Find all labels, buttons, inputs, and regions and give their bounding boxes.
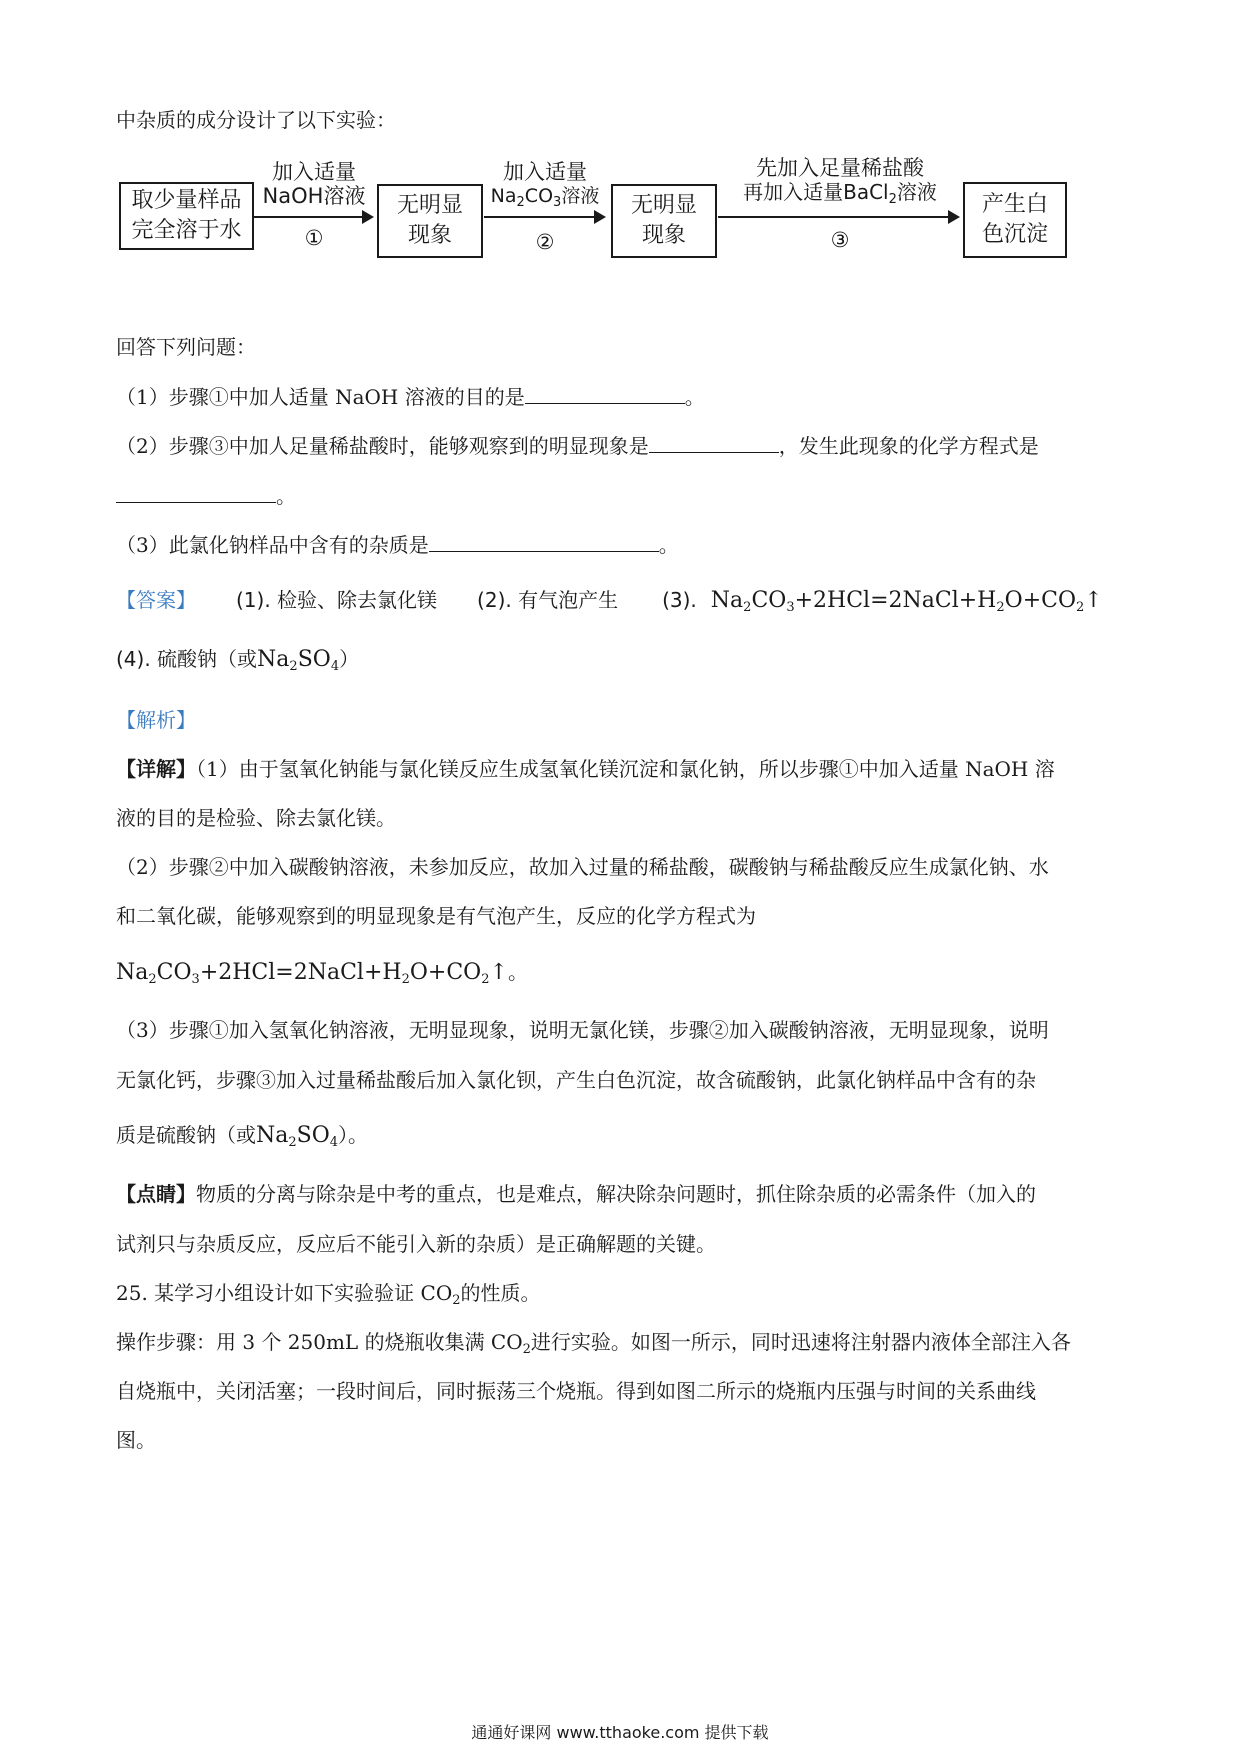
detail-line-1 — [116, 755, 1055, 783]
q25-line-1: 25. 某学习小组设计如下实验验证 $CO_2$的性质。 — [116, 1281, 541, 1308]
flow-box-text: 色沉淀 — [981, 222, 1048, 247]
detail-line-7: 无氯化钙，步骤③加入过量稀盐酸后加入氯化钡，产生白色沉淀，故含硫酸钠，此氯化钠样品中含有的杂 — [116, 1068, 1036, 1092]
detail-text: 质是硫酸钠（或 — [116, 1123, 256, 1147]
intro-text: 中杂质的成分设计了以下实验： — [116, 108, 396, 132]
step2-line2: $Na_2CO_3$溶液 — [490, 185, 600, 210]
question-3-text: （3）此氯化钠样品中含有的杂质是 — [116, 533, 429, 557]
step1-number: ① — [304, 226, 324, 250]
detail-line-8 — [116, 1121, 368, 1150]
detail-line-4: 和二氧化碳，能够观察到的明显现象是有气泡产生，反应的化学方程式为 — [116, 904, 756, 928]
detail-line-2: 液的目的是检验、除去氯化镁。 — [116, 806, 396, 830]
answer-4-formula: $Na_2SO_4$ — [257, 647, 340, 674]
answer-3-equation: $Na_2CO_3+2HCl=2NaCl+H_2O+CO_2↑$ — [710, 588, 1103, 615]
answer-blank — [429, 531, 659, 552]
flow-box-text: 现象 — [407, 223, 452, 248]
answer-blank — [649, 432, 779, 453]
step1-line2: NaOH溶液 — [262, 184, 366, 208]
comment-line-2: 试剂只与杂质反应，反应后不能引入新的杂质）是正确解题的关键。 — [116, 1232, 716, 1256]
step3-arrow — [718, 216, 958, 218]
question-1-text: （1）步骤①中加人适量 NaOH 溶液的目的是 — [116, 385, 525, 409]
q25-line-3: 自烧瓶中，关闭活塞；一段时间后，同时振荡三个烧瓶。得到如图二所示的烧瓶内压强与时间的关系曲线 — [116, 1379, 1036, 1403]
answer-2: (2). 有气泡产生 — [477, 588, 619, 612]
question-2-end: 。 — [276, 484, 296, 508]
flow-box-text: 产生白 — [981, 192, 1048, 217]
step3-number: ③ — [830, 228, 850, 252]
comment-text: 物质的分离与除杂是中考的重点，也是难点，解决除杂问题时，抓住除杂质的必需条件（加入的 — [196, 1182, 1036, 1206]
flow-box-text: 取少量样品 — [131, 188, 242, 213]
flow-box-sample — [119, 182, 254, 250]
q25-line-2: 操作步骤：用 3 个 250mL 的烧瓶收集满 $CO_2$进行实验。如图一所示，同时迅速将注射器内液体全部注入各 — [116, 1330, 1071, 1357]
question-3-end: 。 — [658, 533, 679, 557]
step1-line1: 加入适量 — [272, 160, 356, 184]
detail-equation — [116, 958, 528, 987]
flow-box-no-change-1 — [377, 184, 483, 258]
detail-line-6: （3）步骤①加入氢氧化钠溶液，无明显现象，说明无氯化镁，步骤②加入碳酸钠溶液，无明显现象，说明 — [116, 1018, 1049, 1042]
flow-box-white-precipitate — [963, 182, 1067, 258]
question-2-text: （2）步骤③中加人足量稀盐酸时，能够观察到的明显现象是 — [116, 434, 649, 458]
question-3 — [116, 531, 679, 559]
comment-line-1 — [116, 1180, 1036, 1208]
flow-box-no-change-2 — [611, 184, 717, 258]
step1-arrow — [254, 216, 372, 218]
detail-text: （1）由于氢氧化钠能与氯化镁反应生成氢氧化镁沉淀和氯化钠，所以步骤①中加入适量 NaOH 溶 — [196, 757, 1055, 781]
step3-line2: 再加入适量BaCl$_2$溶液 — [743, 180, 937, 207]
answer-blank — [116, 482, 276, 503]
analysis-heading — [116, 706, 196, 734]
step1-label — [254, 160, 374, 208]
equation: $Na_2CO_3+2HCl=2NaCl+H_2O+CO_2↑$ — [116, 960, 508, 987]
flow-box-text: 无明显 — [396, 193, 463, 218]
page-footer: 通通好课网 www.tthaoke.com 提供下载 — [471, 1723, 769, 1742]
question-1 — [116, 383, 705, 411]
flow-box-text: 无明显 — [630, 193, 697, 218]
prompt-text: 回答下列问题： — [116, 335, 256, 359]
step2-arrow — [484, 216, 604, 218]
answer-3-label: (3). — [662, 588, 697, 612]
step2-line1: 加入适量 — [503, 160, 587, 184]
q25-line-4: 图。 — [116, 1428, 156, 1452]
answer-line-4 — [116, 645, 359, 674]
step2-number: ② — [535, 230, 555, 254]
answer-line — [116, 586, 1103, 615]
answer-1: (1). 检验、除去氯化镁 — [236, 588, 438, 612]
question-1-end: 。 — [684, 385, 705, 409]
flow-box-text: 完全溶于水 — [131, 218, 242, 243]
step3-line1: 先加入足量稀盐酸 — [756, 156, 924, 180]
na2so4-formula: $Na_2SO_4$ — [256, 1123, 339, 1150]
detail-line-3: （2）步骤②中加入碳酸钠溶液，未参加反应，故加入过量的稀盐酸，碳酸钠与稀盐酸反应生成氯化钠、水 — [116, 855, 1049, 879]
analysis-tag: 【解析】 — [116, 708, 196, 732]
answer-blank — [525, 383, 685, 404]
flow-box-text: 现象 — [641, 223, 686, 248]
detail-text-end: ）。 — [338, 1123, 369, 1147]
question-2 — [116, 432, 1039, 460]
equation-end: 。 — [507, 960, 528, 984]
question-2-text-b: ，发生此现象的化学方程式是 — [778, 434, 1039, 458]
answer-4-end: ） — [339, 647, 360, 671]
answer-tag: 【答案】 — [116, 588, 196, 612]
step3-label — [717, 156, 963, 207]
question-2-cont — [116, 482, 296, 510]
answer-4-label: (4). 硫酸钠（或 — [116, 647, 258, 671]
step2-label — [483, 160, 607, 208]
detail-tag: 【详解】 — [116, 757, 196, 781]
comment-tag: 【点睛】 — [116, 1182, 196, 1206]
